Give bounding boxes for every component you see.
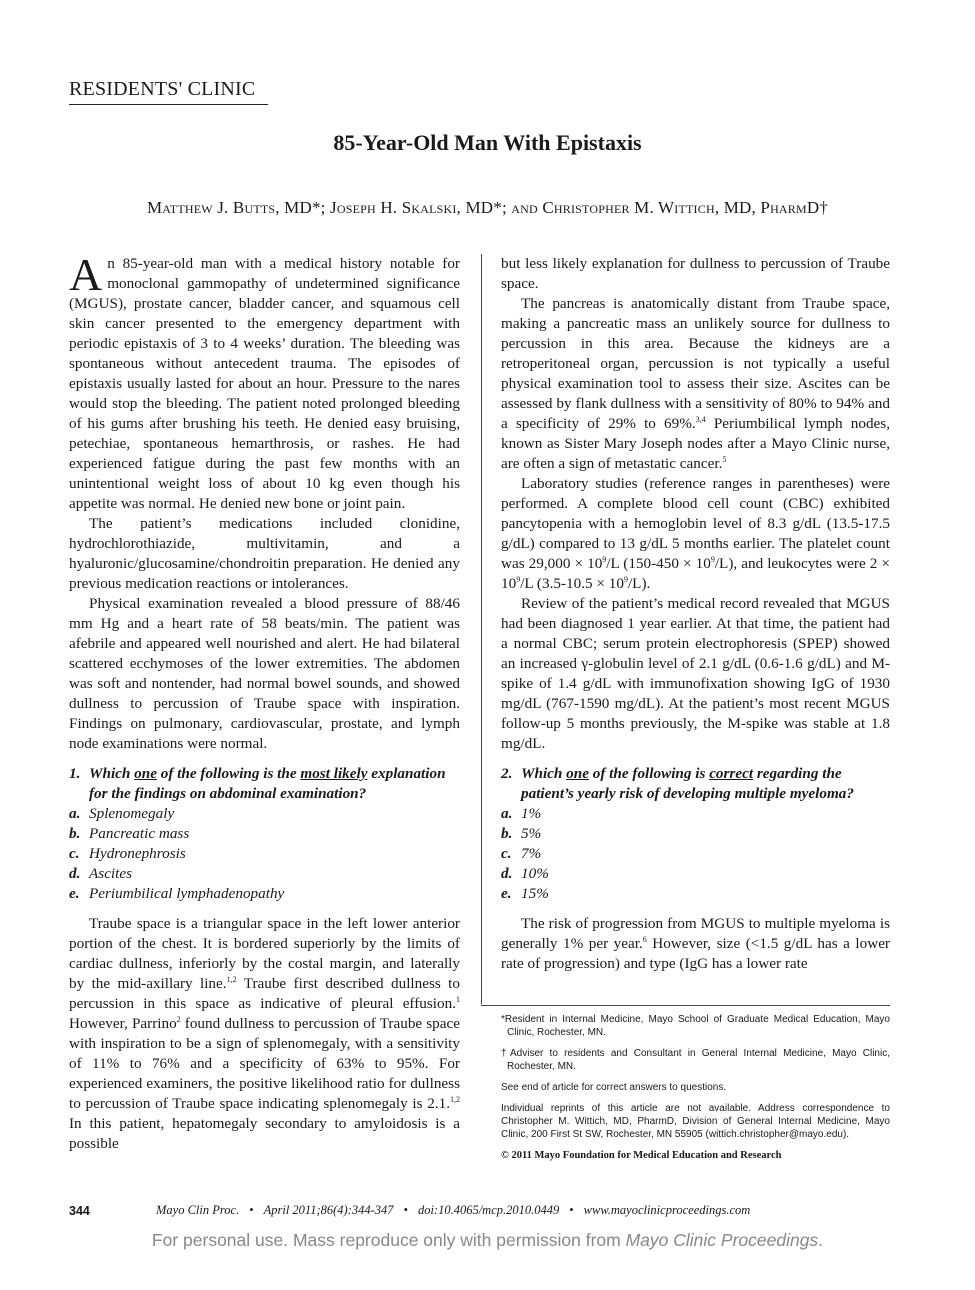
column-divider (481, 254, 482, 1004)
footnote-reprints[interactable]: Individual reprints of this article are not available. Address correspondence to Christopher M. Wittich, MD, PharmD, Division of General Internal Medicine, Mayo Clinic, 200 First St SW, Rochester, MN 55905 (wittich.christopher@mayo.edu). (501, 1103, 890, 1140)
right-column (501, 254, 890, 974)
question-number: 1. (69, 765, 81, 782)
answer-option: c. 7% (501, 845, 542, 862)
answer-option: d. 10% (501, 865, 549, 882)
progression-paragraph: The risk of progression from MGUS to multiple myeloma is generally 1% per year.$^6$ However, size (<1.5 g/dL has a lower rate of progression) and type (IgG has a lower rate (501, 915, 890, 972)
citation[interactable]: 2 (176, 1014, 181, 1024)
running-footer: Mayo Clin Proc. • April 2011;86(4):344-347 • doi:10.4065/mcp.2010.0449 • www.mayoclinicproceedings.com (156, 1203, 751, 1217)
section-heading: RESIDENTS' CLINIC (69, 78, 268, 105)
answer-option: b. Pancreatic mass (69, 825, 190, 842)
lab-paragraph: Laboratory studies (reference ranges in parentheses) were performed. A complete blood cell count (CBC) exhibited pancytopenia with a hemoglobin level of 8.3 g/dL (13.5-17.5 g/dL) compared to 13 g/dL 5 months earlier. The platelet count was $29,000 \times 10^9/L$ $(150-450 \times 10^9/L)$, and leukocytes were $2 \times 10^9/L$ $(3.5-10.5 \times 10^9/L)$. (501, 475, 890, 592)
footnote-answers: See end of article for correct answers to questions. (501, 1082, 727, 1093)
answer-option: c. Hydronephrosis (69, 845, 186, 862)
doi[interactable]: doi:10.4065/mcp.2010.0449 (417, 1203, 560, 1217)
continuation-paragraph: but less likely explanation for dullness to percussion of Traube space. (501, 255, 890, 292)
citation[interactable]: 6 (642, 934, 647, 944)
citation[interactable]: 1 (456, 994, 460, 1004)
permission-notice: For personal use. Mass reproduce only with permission from Mayo Clinic Proceedings. (151, 1230, 824, 1250)
copyright-notice: © 2011 Mayo Foundation for Medical Education and Research (501, 1150, 782, 1161)
question-2-options (501, 804, 890, 904)
answer-option: d. Ascites (69, 865, 133, 882)
traube-paragraph: Traube space is a triangular space in the left lower anterior portion of the chest. It is bordered superiorly by the limits of cardiac dullness, inferiorly by the costal margin, and laterally by the mid-axillary line.$^{1,2}$ Traube first described dullness to percussion in this space as indicative of pleural effusion.$^1$ However, Parrino$^2$ found dullness to percussion of Traube space with inspiration to be a sign of splenomegaly, with a sensitivity of 11% to 76% and a specificity of 63% to 95%. For experienced examiners, the positive likelihood ratio for dullness to percussion of Traube space indicating splenomegaly is 2.1.$^{1,2}$ In this patient, hepatomegaly secondary to amyloidosis is a possible (69, 915, 460, 1152)
citation[interactable]: 1,2 (450, 1094, 460, 1104)
footnote-rule (481, 1005, 890, 1006)
drop-cap: A (69, 249, 103, 300)
question-2: 2. Which one of the following is correct regarding the patient’s yearly risk of developing multiple myeloma? (501, 765, 854, 802)
footnotes (501, 1013, 890, 1170)
article-title: 85-Year-Old Man With Epistaxis (333, 130, 642, 155)
question-1: 1. Which one of the following is the most likely explanation for the findings on abdominal examination? (69, 765, 446, 802)
intro-paragraph: An 85-year-old man with a medical history notable for monoclonal gammopathy of undetermined significance (MGUS), prostate cancer, bladder cancer, and squamous cell skin cancer presented to the emergency department with periodic epistaxis of 3 to 4 weeks’ duration. The bleeding was spontaneous without antecedent trauma. The episodes of epistaxis usually lasted for about an hour. Pressure to the nares would stop the bleeding. The patient noted prolonged bleeding of his gums after brushing his teeth. He denied easy bruising, petechiae, spontaneous hemarthrosis, or rashes. He had experienced fatigue during the past few months with an unintentional weight loss of about 10 kg even though his appetite was normal. He denied new bone or joint pain. (69, 249, 460, 512)
answer-option: e. Periumbilical lymphadenopathy (69, 885, 285, 902)
pancreas-paragraph: The pancreas is anatomically distant from Traube space, making a pancreatic mass an unlikely source for dullness to percussion in this area. Because the kidneys are a retroperitoneal organ, percussion is not typically a useful physical examination tool to assess their size. Ascites can be assessed by flank dullness with a sensitivity of 80% to 94% and a specificity of 29% to 69%.$^{3,4}$ Periumbilical lymph nodes, known as Sister Mary Joseph nodes after a Mayo Clinic nurse, are often a sign of metastatic cancer.$^5$ (501, 295, 891, 472)
answer-option: a. 1% (501, 805, 542, 822)
journal-url[interactable]: www.mayoclinicproceedings.com (583, 1203, 751, 1217)
answer-option: e. 15% (501, 885, 549, 902)
question-number: 2. (501, 765, 513, 782)
medications-paragraph: The patient’s medications included clonidine, hydrochlorothiazide, multivitamin, and a hyaluronic/glucosamine/chondroitin preparation. He denied any previous medication reactions or intolerances. (69, 515, 460, 592)
question-1-options (69, 804, 460, 904)
citation[interactable]: 5 (722, 454, 727, 464)
citation[interactable]: 3,4 (695, 414, 706, 424)
exam-paragraph: Physical examination revealed a blood pressure of 88/46 mm Hg and a heart rate of 58 beats/min. The patient was afebrile and appeared well nourished and alert. He had bilateral scattered ecchymoses of the lower extremities. The abdomen was soft and nontender, had normal bowel sounds, and showed dullness to percussion of Traube space with inspiration. Findings on pulmonary, cardiovascular, prostate, and lymph node examinations were normal. (69, 595, 460, 752)
page-number: 344 (69, 1204, 90, 1218)
author-list: Matthew J. Butts, MD*; Joseph H. Skalski, MD*; and Christopher M. Wittich, MD, PharmD† (146, 198, 829, 217)
issue-info: April 2011;86(4):344-347 (263, 1203, 394, 1217)
footnote-resident: *Resident in Internal Medicine, Mayo School of Graduate Medical Education, Mayo Clinic, Rochester, MN. (501, 1014, 890, 1038)
answer-option: a. Splenomegaly (69, 805, 175, 822)
answer-option: b. 5% (501, 825, 542, 842)
citation[interactable]: 1,2 (226, 974, 237, 984)
record-paragraph: Review of the patient’s medical record revealed that MGUS had been diagnosed 1 year earlier. At that time, the patient had a normal CBC; serum protein electrophoresis (SPEP) showed an increased γ-globulin level of 2.1 g/dL (0.6-1.6 g/dL) and M-spike of 1.4 g/dL with immunofixation showing IgG of 1930 mg/dL (767-1590 mg/dL). At the patient’s most recent MGUS follow-up 5 months previously, the M-spike was stable at 1.8 mg/dL. (501, 595, 890, 752)
footnote-adviser: †Adviser to residents and Consultant in General Internal Medicine, Mayo Clinic, Rochester, MN. (501, 1048, 890, 1072)
left-column (69, 249, 460, 1154)
journal-name: Mayo Clin Proc. (156, 1203, 240, 1217)
